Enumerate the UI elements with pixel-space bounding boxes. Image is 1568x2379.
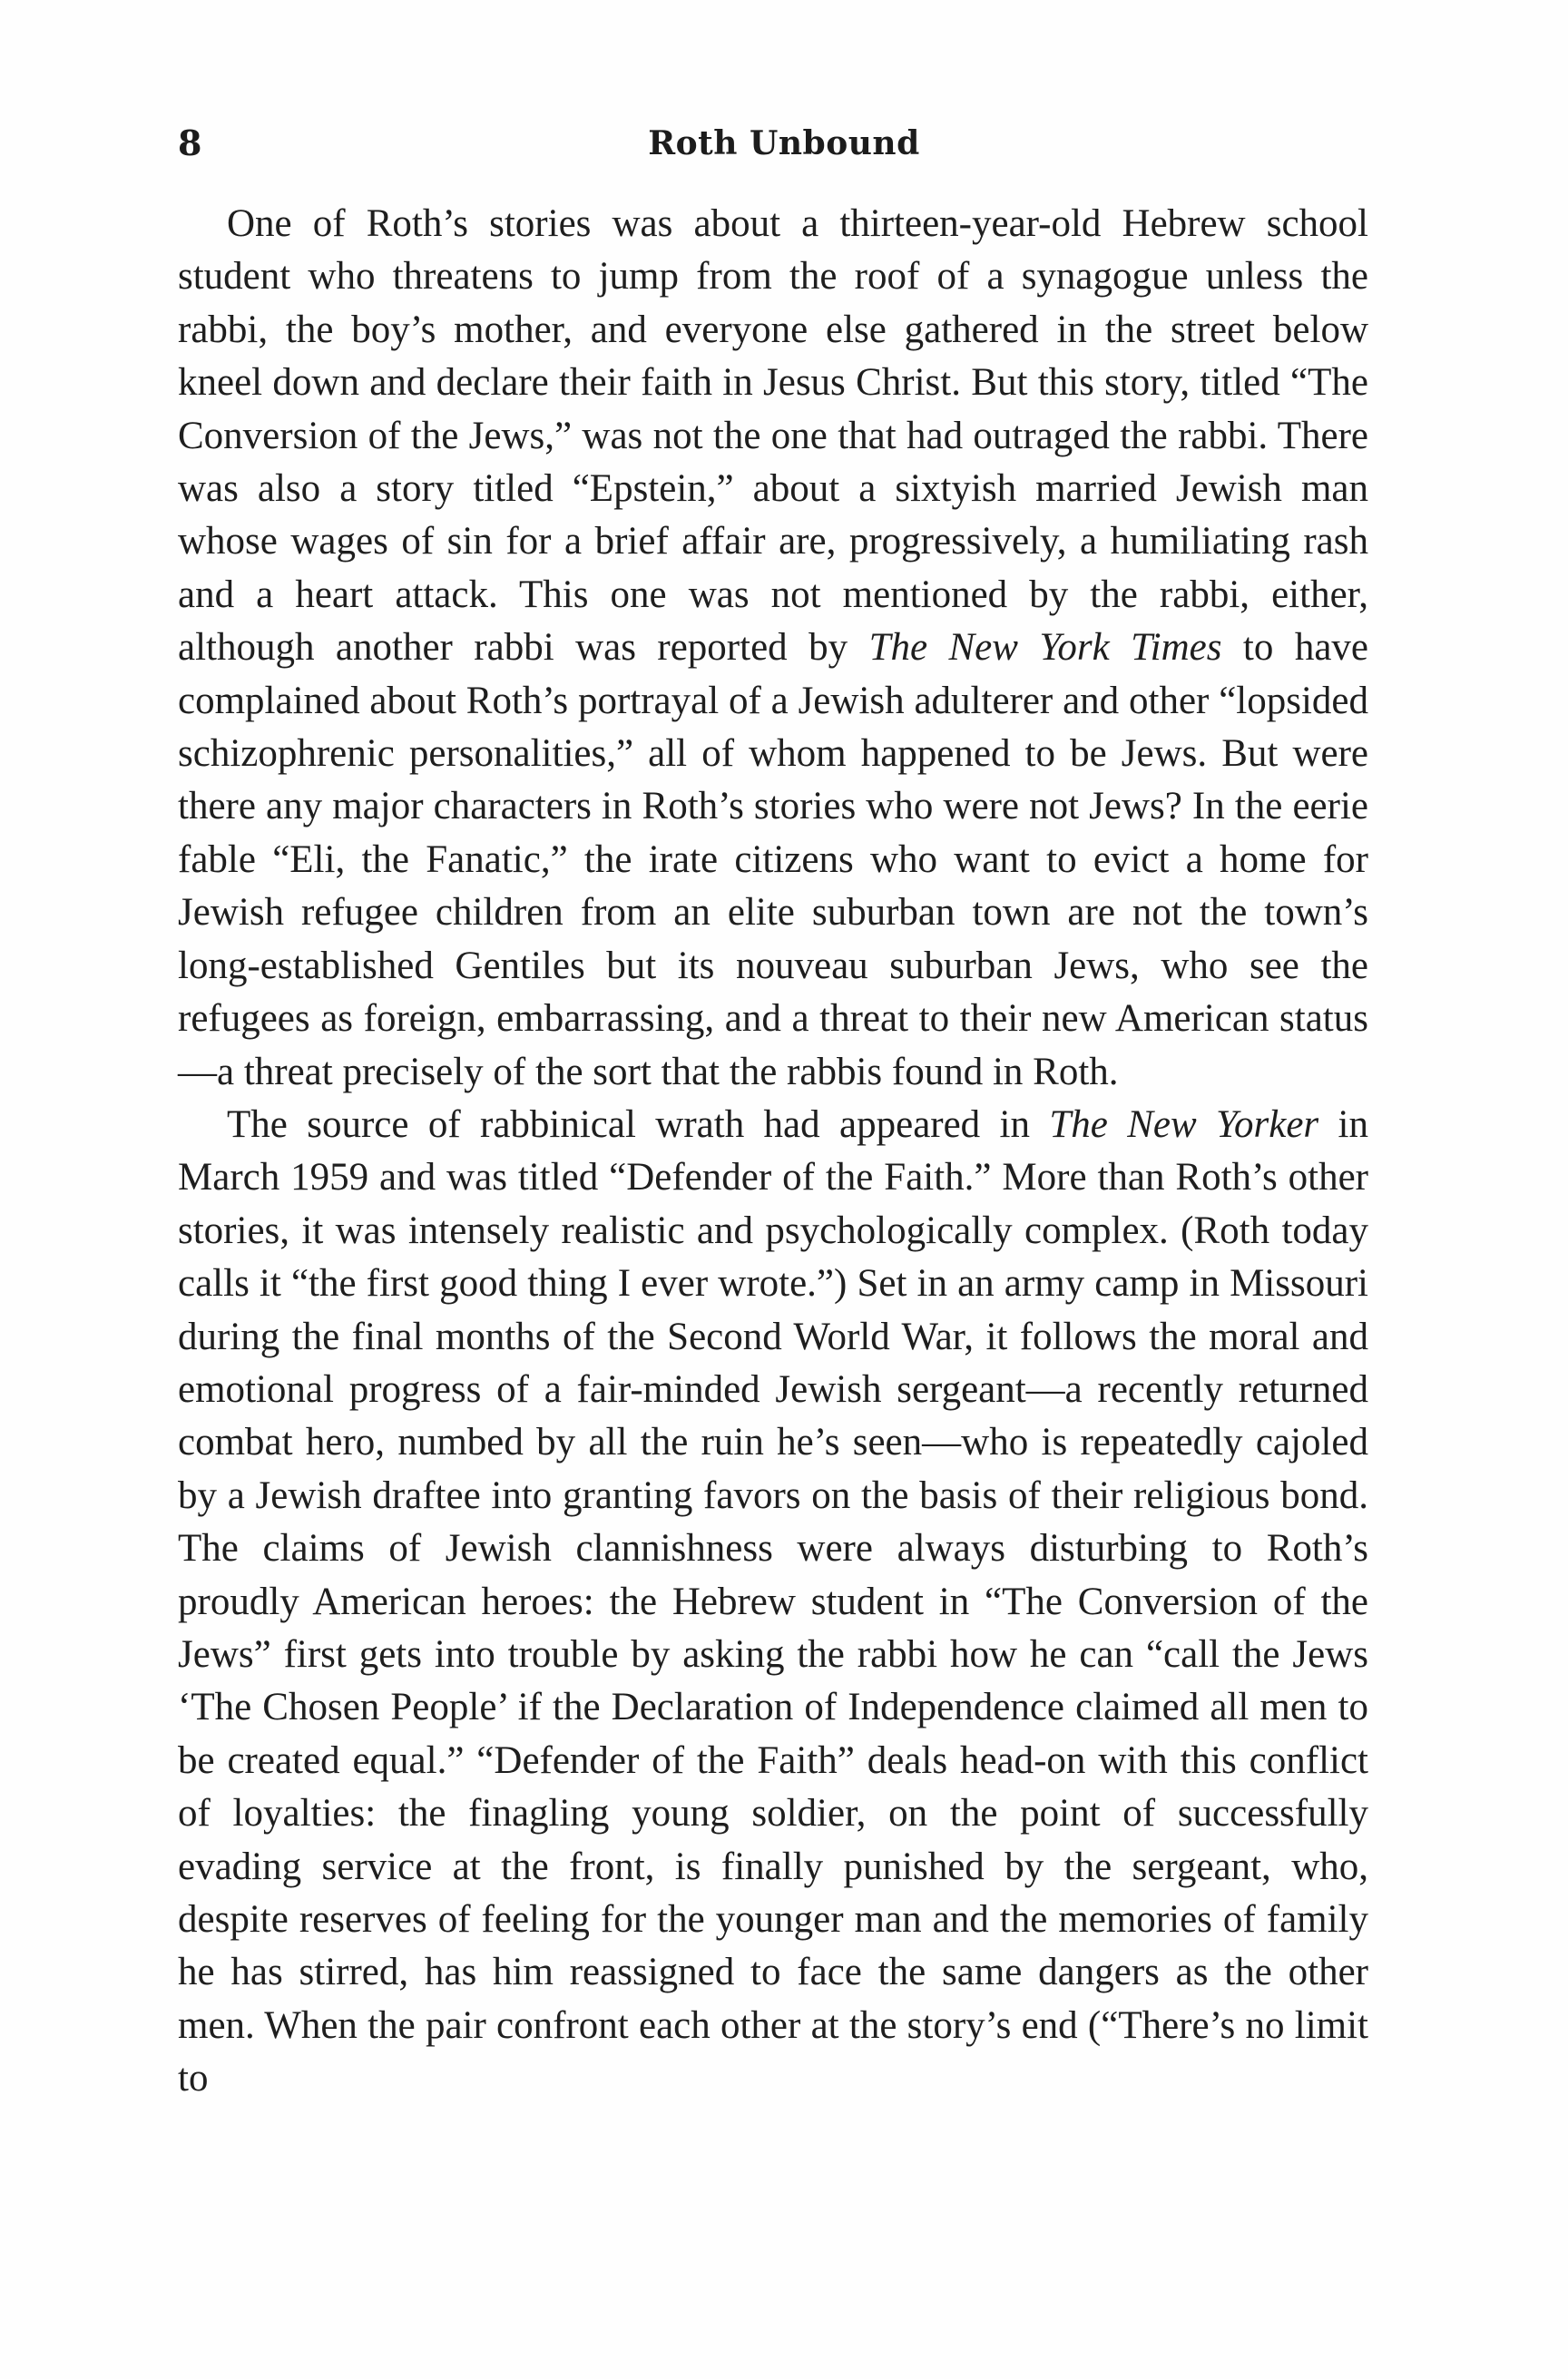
paragraph-2-text: in March 1959 and was titled “Defender of the Faith.” More than Roth’s other stories, it was intensely realistic and psychologically complex. (Roth today calls it “the first good thing I ever wrote.”) Set in an army camp in Missouri during the final months of the Second World War, it follows the moral and emotional progress of a fair-minded Jewish sergeant—a recently returned combat hero, numbed by all the ruin he’s seen—who is repeatedly cajoled by a Jewish draftee into granting favors on the basis of their religious bond. The claims of Jewish clannishness were always disturbing to Roth’s proudly American heroes: the Hebrew student in “The Conversion of the Jews” first gets into trouble by asking the rabbi how he can “call the Jews ‘The Chosen People’ if the Declaration of Independence claimed all men to be created equal.” “Defender of the Faith” deals head-on with this conflict of loyalties: the finagling young soldier, on the point of successfully evading service at the front, is finally punished by the sergeant, who, despite reserves of feeling for the younger man and the memories of family he has stirred, has him reassigned to face the same dangers as the other men. When the pair confront each other at the story’s end (“There’s no limit to bbox=[178, 1102, 1368, 2100]
paragraph-1-text: to have complained about Roth’s portrayal of a Jewish adulterer and other “lopsided schizophrenic personalities,” all of whom happened to be Jews. But were there any major characters in Roth’s stories who were not Jews? In the eerie fable “Eli, the Fanatic,” the irate citizens who want to evict a home for Jewish refugee children from an elite suburban town are not the town’s long-established Gentiles but its nouveau suburban Jews, who see the refugees as foreign, embarrassing, and a threat to their new American status—a threat precisely of the sort that the rabbis found in Roth. bbox=[178, 626, 1368, 1093]
body-text bbox=[178, 198, 1368, 2106]
paragraph-2-text: The source of rabbinical wrath had appeared in bbox=[227, 1102, 1050, 1146]
italic-title-new-yorker: The New Yorker bbox=[1049, 1102, 1319, 1146]
running-head bbox=[0, 116, 1568, 171]
paragraph-1 bbox=[178, 198, 1368, 1099]
paragraph-1-text: One of Roth’s stories was about a thirteen-year-old Hebrew school student who threatens to jump from the roof of a synagogue unless the rabbi, the boy’s mother, and everyone else gathered in the street below kneel down and declare their faith in Jesus Christ. But this story, titled “The Conversion of the Jews,” was not the one that had outraged the rabbi. There was also a story titled “Epstein,” about a sixtyish married Jewish man whose wages of sin for a brief affair are, progressively, a humiliating rash and a heart attack. This one was not mentioned by the rabbi, either, although another rabbi was reported by bbox=[178, 202, 1368, 670]
page-number: 8 bbox=[178, 122, 202, 163]
italic-title-new-york-times: The New York Times bbox=[868, 626, 1222, 670]
running-title: Roth Unbound bbox=[648, 124, 920, 162]
paragraph-2 bbox=[178, 1099, 1368, 2106]
